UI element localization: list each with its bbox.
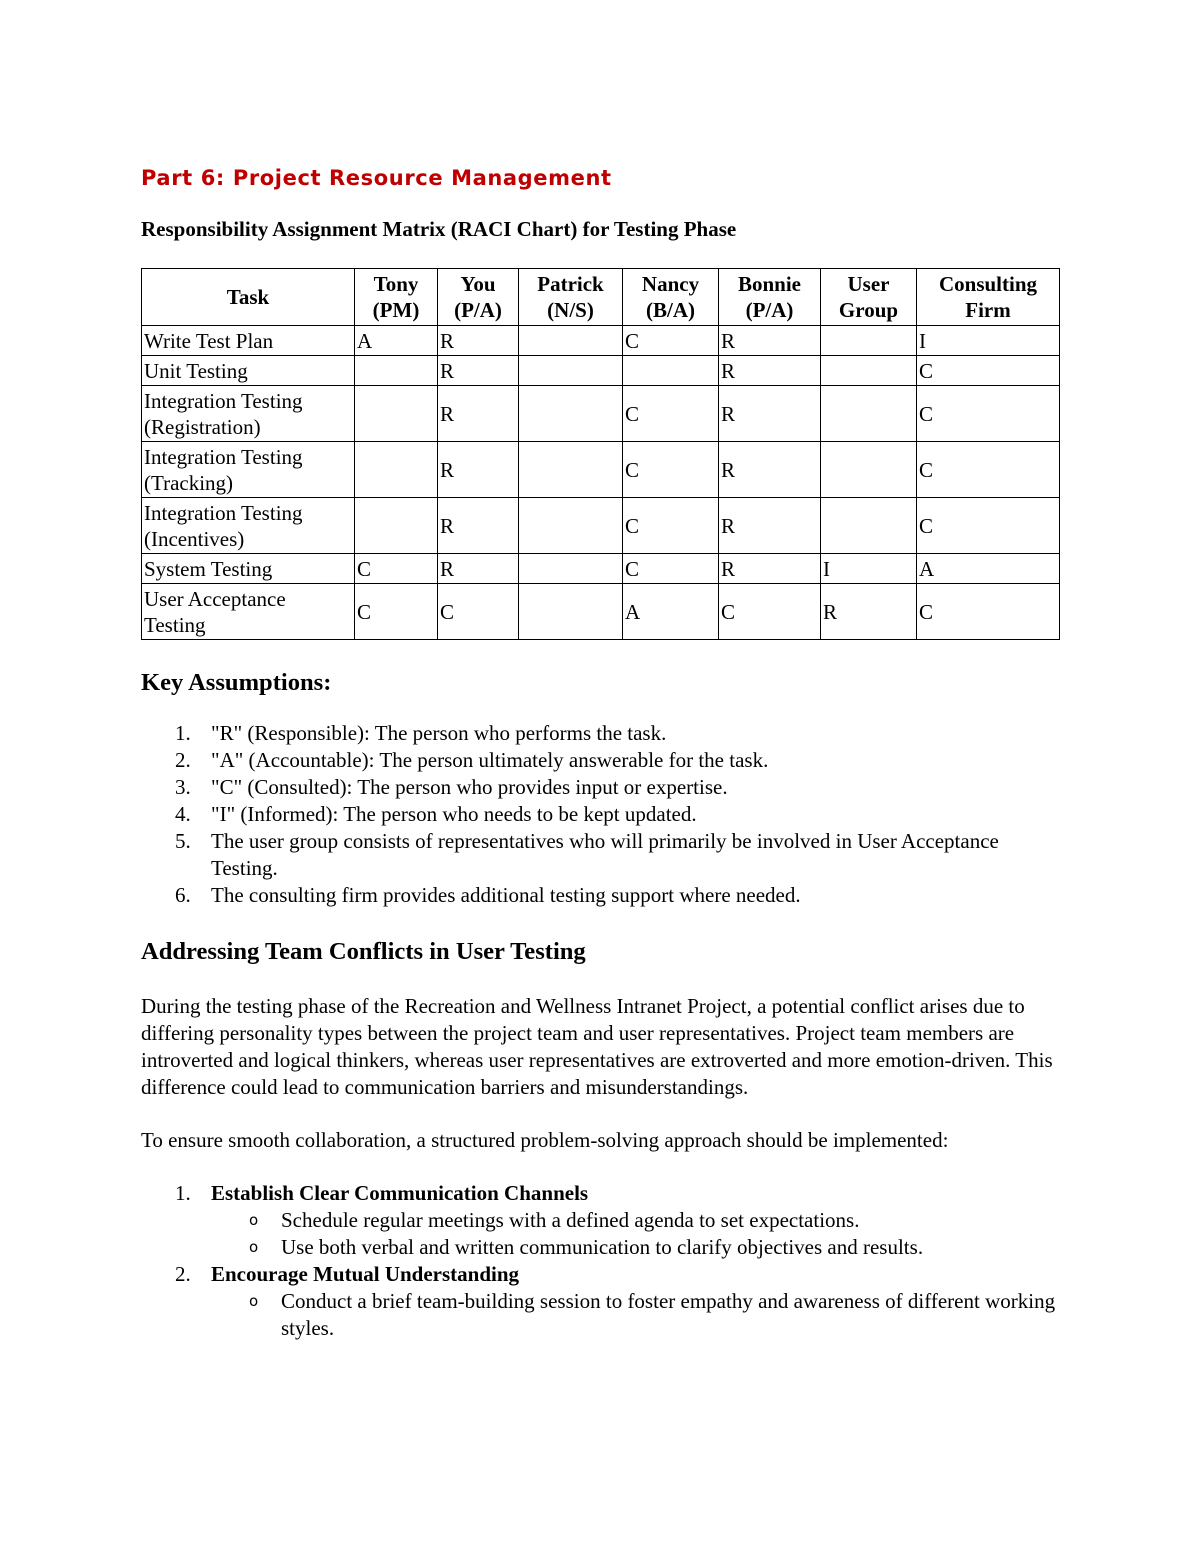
task-label-line: Testing: [144, 612, 206, 637]
list-number: 3.: [175, 775, 191, 799]
conflicts-heading: Addressing Team Conflicts in User Testing: [141, 938, 586, 965]
sub-item-text: Schedule regular meetings with a defined agenda to set expectations.: [281, 1208, 860, 1232]
sub-list: [211, 1288, 1059, 1342]
step-title: Establish Clear Communication Channels: [211, 1181, 589, 1205]
raci-cell: C: [719, 584, 821, 640]
column-header-line: Patrick: [537, 272, 604, 296]
raci-cell: C: [917, 442, 1060, 498]
column-header-line: (P/A): [454, 298, 502, 322]
paragraph-approach: To ensure smooth collaboration, a structured problem-solving approach should be implemented:: [141, 1128, 949, 1152]
steps-list: [141, 1180, 1059, 1342]
list-number: 1.: [175, 1181, 191, 1205]
task-cell: [142, 326, 355, 356]
raci-cell: [821, 356, 917, 386]
raci-cell: [519, 356, 623, 386]
sub-list-item: [211, 1234, 1059, 1261]
column-header: [719, 269, 821, 326]
assumption-item: [141, 828, 1059, 882]
assumptions-list: [141, 720, 1059, 909]
sub-list-item: [211, 1288, 1059, 1342]
task-cell: [142, 584, 355, 640]
table-row: [142, 442, 1060, 498]
column-header-line: User: [847, 272, 890, 296]
assumption-text: "A" (Accountable): The person ultimately answerable for the task.: [211, 748, 769, 772]
table-row: [142, 584, 1060, 640]
table-row: [142, 386, 1060, 442]
raci-cell: C: [355, 584, 438, 640]
sub-item-text: Conduct a brief team-building session to foster empathy and awareness of different working styles.: [281, 1289, 1056, 1340]
assumption-item: [141, 774, 1059, 801]
column-header: [438, 269, 519, 326]
task-label-line: User Acceptance: [144, 586, 286, 611]
raci-cell: R: [438, 554, 519, 584]
task-label-line: (Incentives): [144, 526, 245, 551]
raci-cell: [519, 498, 623, 554]
raci-cell: [355, 498, 438, 554]
raci-table: [141, 268, 1060, 640]
raci-cell: C: [917, 584, 1060, 640]
list-number: 2.: [175, 748, 191, 772]
column-header-line: (N/S): [547, 298, 594, 322]
raci-cell: [519, 442, 623, 498]
raci-cell: A: [917, 554, 1060, 584]
raci-cell: A: [623, 584, 719, 640]
raci-cell: R: [719, 442, 821, 498]
raci-cell: C: [917, 356, 1060, 386]
assumption-text: "C" (Consulted): The person who provides input or expertise.: [211, 775, 728, 799]
step-item: [141, 1180, 1059, 1261]
raci-cell: [519, 326, 623, 356]
column-header-line: Task: [226, 285, 270, 309]
raci-cell: R: [719, 326, 821, 356]
raci-cell: C: [623, 386, 719, 442]
column-header-line: Tony: [373, 272, 419, 296]
raci-cell: [519, 386, 623, 442]
task-label-line: Integration Testing: [144, 388, 303, 413]
raci-cell: C: [623, 326, 719, 356]
table-row: [142, 498, 1060, 554]
column-header-line: (P/A): [745, 298, 794, 322]
column-header-line: Nancy: [641, 272, 700, 296]
raci-body: [142, 326, 1060, 640]
column-header: [519, 269, 623, 326]
raci-cell: C: [623, 554, 719, 584]
raci-cell: [821, 442, 917, 498]
task-cell: [142, 442, 355, 498]
task-label-line: (Tracking): [144, 470, 234, 495]
step-title: Encourage Mutual Understanding: [211, 1262, 520, 1286]
raci-cell: [355, 442, 438, 498]
column-header-line: Firm: [965, 298, 1011, 322]
sub-list: [211, 1207, 1059, 1261]
assumption-text: "I" (Informed): The person who needs to be kept updated.: [211, 802, 697, 826]
task-label-line: System Testing: [144, 556, 273, 581]
assumption-item: [141, 882, 1059, 909]
raci-cell: [821, 498, 917, 554]
step-item: [141, 1261, 1059, 1342]
column-header: [623, 269, 719, 326]
part-heading: Part 6: Project Resource Management: [141, 166, 612, 190]
raci-cell: C: [438, 584, 519, 640]
assumption-item: [141, 747, 1059, 774]
column-header: [355, 269, 438, 326]
task-label-line: Unit Testing: [144, 358, 248, 383]
matrix-heading: Responsibility Assignment Matrix (RACI Chart) for Testing Phase: [141, 217, 737, 241]
list-number: 2.: [175, 1262, 191, 1286]
column-header-line: You: [460, 272, 496, 296]
task-cell: [142, 356, 355, 386]
raci-cell: C: [623, 498, 719, 554]
raci-cell: [821, 326, 917, 356]
raci-cell: [821, 386, 917, 442]
raci-cell: [355, 356, 438, 386]
raci-cell: [623, 356, 719, 386]
table-row: [142, 554, 1060, 584]
column-header-line: (PM): [372, 298, 420, 322]
task-cell: [142, 498, 355, 554]
assumption-text: The consulting firm provides additional testing support where needed.: [211, 883, 801, 907]
raci-cell: R: [719, 356, 821, 386]
raci-cell: I: [917, 326, 1060, 356]
bullet-icon: o: [249, 1211, 259, 1229]
raci-cell: A: [355, 326, 438, 356]
table-row: [142, 326, 1060, 356]
task-label-line: Integration Testing: [144, 444, 303, 469]
task-label-line: (Registration): [144, 414, 261, 439]
column-header-line: Consulting: [938, 272, 1038, 296]
raci-cell: R: [438, 386, 519, 442]
list-number: 1.: [175, 721, 191, 745]
task-cell: [142, 554, 355, 584]
raci-cell: C: [355, 554, 438, 584]
raci-cell: R: [438, 498, 519, 554]
raci-cell: R: [719, 554, 821, 584]
raci-cell: C: [917, 498, 1060, 554]
assumption-text: The user group consists of representatives who will primarily be involved in User Acceptance Testing.: [211, 829, 999, 880]
raci-cell: C: [917, 386, 1060, 442]
list-number: 6.: [175, 883, 191, 907]
assumptions-heading: Key Assumptions:: [141, 669, 332, 696]
list-number: 5.: [175, 829, 191, 853]
sub-item-text: Use both verbal and written communication to clarify objectives and results.: [281, 1235, 924, 1259]
raci-cell: C: [623, 442, 719, 498]
column-header-line: Group: [838, 298, 899, 322]
task-label-line: Write Test Plan: [144, 328, 274, 353]
raci-cell: [519, 584, 623, 640]
raci-cell: R: [438, 356, 519, 386]
column-header-line: (B/A): [646, 298, 695, 322]
raci-header-row: [142, 269, 1060, 326]
raci-cell: [519, 554, 623, 584]
table-row: [142, 356, 1060, 386]
bullet-icon: o: [249, 1238, 259, 1256]
raci-cell: I: [821, 554, 917, 584]
paragraph-conflict: During the testing phase of the Recreation and Wellness Intranet Project, a potential conflict arises due to differing personality types between the project team and user representatives. Project team members are introverted and logical thinkers, whereas user representatives are extroverted and more emotion-driven. This difference could lead to communication barriers and misunderstandings.: [141, 994, 1053, 1099]
document-page: [141, 160, 1059, 1342]
task-cell: [142, 386, 355, 442]
raci-cell: R: [821, 584, 917, 640]
sub-list-item: [211, 1207, 1059, 1234]
bullet-icon: o: [249, 1292, 259, 1310]
raci-cell: R: [438, 326, 519, 356]
raci-cell: [355, 386, 438, 442]
column-header-line: Bonnie: [737, 272, 802, 296]
column-header: [142, 269, 355, 326]
assumption-item: [141, 801, 1059, 828]
raci-cell: R: [719, 386, 821, 442]
list-number: 4.: [175, 802, 191, 826]
column-header: [821, 269, 917, 326]
raci-cell: R: [719, 498, 821, 554]
assumption-text: "R" (Responsible): The person who performs the task.: [211, 721, 667, 745]
assumption-item: [141, 720, 1059, 747]
raci-cell: R: [438, 442, 519, 498]
task-label-line: Integration Testing: [144, 500, 303, 525]
column-header: [917, 269, 1060, 326]
